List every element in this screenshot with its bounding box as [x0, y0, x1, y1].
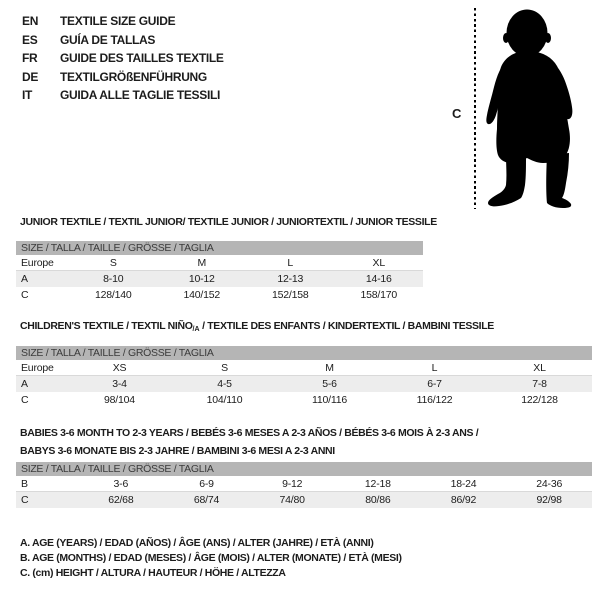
table-cell: XL	[533, 362, 546, 374]
table-cell: 8-10	[103, 273, 124, 285]
table-cell: 5-6	[322, 378, 337, 390]
size-table	[16, 346, 592, 408]
table-cell: 110/116	[312, 394, 347, 406]
row-label: B	[21, 478, 28, 490]
row-label: C	[21, 289, 29, 301]
table-cell: L	[287, 257, 294, 269]
table-cell: 9-12	[282, 478, 303, 490]
section-title	[20, 214, 437, 230]
table-cell: 4-5	[217, 378, 232, 390]
table-cell: M	[325, 362, 334, 374]
table-cell: 122/128	[521, 394, 558, 406]
table-cell: 128/140	[94, 289, 132, 301]
baby-leg-left	[488, 155, 526, 206]
language-row	[22, 31, 224, 50]
row-label: A	[21, 378, 28, 390]
table-cell: L	[431, 362, 438, 374]
table-cell: 80/86	[365, 494, 391, 506]
height-measure-label: C	[452, 106, 462, 121]
table-row	[16, 492, 592, 508]
table-cell: XL	[372, 257, 385, 269]
table-cell: 104/110	[206, 394, 243, 406]
table-cell: 62/68	[108, 494, 134, 506]
table-cell: XS	[112, 362, 127, 374]
section-title-line	[20, 442, 478, 460]
table-cell: 152/158	[271, 289, 309, 301]
table-cell: 3-6	[113, 478, 129, 490]
title-text: BABIES 3-6 MONTH TO 2-3 YEARS / BEBÉS 3-6 MESES A 2-3 AÑOS / BÉBÉS 3-6 MOIS À 2-3 ANS /	[20, 427, 479, 439]
language-code: EN	[22, 14, 39, 29]
row-label: Europe	[21, 362, 54, 374]
table-cell: 6-7	[427, 378, 442, 390]
baby-head	[507, 10, 548, 57]
table-cell: 24-36	[536, 478, 563, 490]
title-text: BABYS 3-6 MONATE BIS 2-3 JAHRE / BAMBINI 3-6 MESI A 2-3 ANNI	[20, 445, 335, 457]
table-cell: 12-13	[277, 273, 304, 285]
table-cell: 18-24	[450, 478, 477, 490]
size-table	[16, 241, 423, 303]
row-label: C	[21, 494, 29, 506]
section-title-line	[20, 214, 437, 230]
table-cell: M	[197, 257, 207, 269]
language-code: ES	[22, 32, 38, 47]
row-label: C	[21, 394, 29, 406]
legend-line: C. (cm) HEIGHT / ALTURA / HAUTEUR / HÖHE / ALTEZZA	[20, 567, 286, 579]
table-cell: 74/80	[279, 494, 305, 506]
table-row	[16, 255, 423, 271]
language-row	[22, 68, 224, 87]
title-subscript: /A	[192, 326, 200, 333]
table-cell: 116/122	[416, 394, 453, 406]
row-label: A	[21, 273, 28, 285]
table-cell: 6-9	[199, 478, 214, 490]
title-text: / TEXTILE DES ENFANTS / KINDERTEXTIL / BAMBINI TESSILE	[199, 320, 494, 332]
table-cell: 86/92	[450, 494, 477, 506]
legend	[20, 536, 402, 581]
table-row	[16, 360, 592, 376]
table-cell: 92/98	[536, 494, 562, 506]
language-guide-title: GUIDA ALLE TAGLIE TESSILI	[60, 88, 221, 103]
section-title-line	[20, 424, 478, 442]
baby-silhouette-icon	[485, 5, 595, 210]
table-cell: 98/104	[104, 394, 135, 406]
title-text: JUNIOR TEXTILE / TEXTIL JUNIOR/ TEXTILE JUNIOR / JUNIORTEXTIL / JUNIOR TESSILE	[20, 216, 437, 228]
language-guide-title: GUIDE DES TAILLES TEXTILE	[60, 51, 224, 66]
legend-line: B. AGE (MONTHS) / EDAD (MESES) / ÂGE (MOIS) / ALTER (MONATE) / ETÀ (MESI)	[20, 552, 402, 564]
table-cell: 12-18	[364, 478, 391, 490]
height-measure-dashed-line	[474, 8, 476, 209]
size-table	[16, 462, 592, 508]
table-row	[16, 476, 592, 492]
legend-line: A. AGE (YEARS) / EDAD (AÑOS) / ÂGE (ANS) / ALTER (JAHRE) / ETÀ (ANNI)	[20, 537, 374, 549]
language-code: FR	[22, 51, 38, 66]
row-label: Europe	[21, 257, 54, 269]
language-guide-title: TEXTILE SIZE GUIDE	[60, 14, 176, 29]
table-cell: 14-16	[365, 273, 392, 285]
section-title	[20, 424, 478, 460]
table-cell: S	[221, 362, 228, 374]
size-table-header: SIZE / TALLA / TAILLE / GRÖSSE / TAGLIA	[16, 346, 592, 360]
title-text: CHILDREN'S TEXTILE / TEXTIL NIÑO	[20, 320, 193, 332]
section-title-line	[20, 318, 494, 338]
section-title	[20, 318, 494, 338]
size-table-header: SIZE / TALLA / TAILLE / GRÖSSE / TAGLIA	[16, 462, 592, 476]
language-guide-title: GUÍA DE TALLAS	[60, 32, 156, 47]
table-cell: 140/152	[183, 289, 221, 301]
language-code: DE	[22, 69, 39, 84]
language-guide-title: TEXTILGRÖßENFÜHRUNG	[60, 69, 207, 84]
table-cell: 68/74	[193, 494, 220, 506]
language-row	[22, 86, 224, 105]
baby-leg-right	[546, 153, 571, 208]
table-row	[16, 392, 592, 408]
table-cell: 158/170	[360, 289, 398, 301]
size-table-header: SIZE / TALLA / TAILLE / GRÖSSE / TAGLIA	[16, 241, 423, 255]
table-row	[16, 271, 423, 287]
language-row	[22, 49, 224, 68]
baby-ear-left	[503, 33, 509, 43]
language-list	[22, 12, 224, 105]
table-row	[16, 287, 423, 303]
table-cell: 7-8	[532, 378, 547, 390]
language-code: IT	[22, 88, 33, 103]
language-row	[22, 12, 224, 31]
table-cell: 3-4	[112, 378, 127, 390]
table-row	[16, 376, 592, 392]
table-cell: 10-12	[188, 273, 215, 285]
table-cell: S	[109, 257, 117, 269]
baby-ear-right	[545, 33, 551, 43]
